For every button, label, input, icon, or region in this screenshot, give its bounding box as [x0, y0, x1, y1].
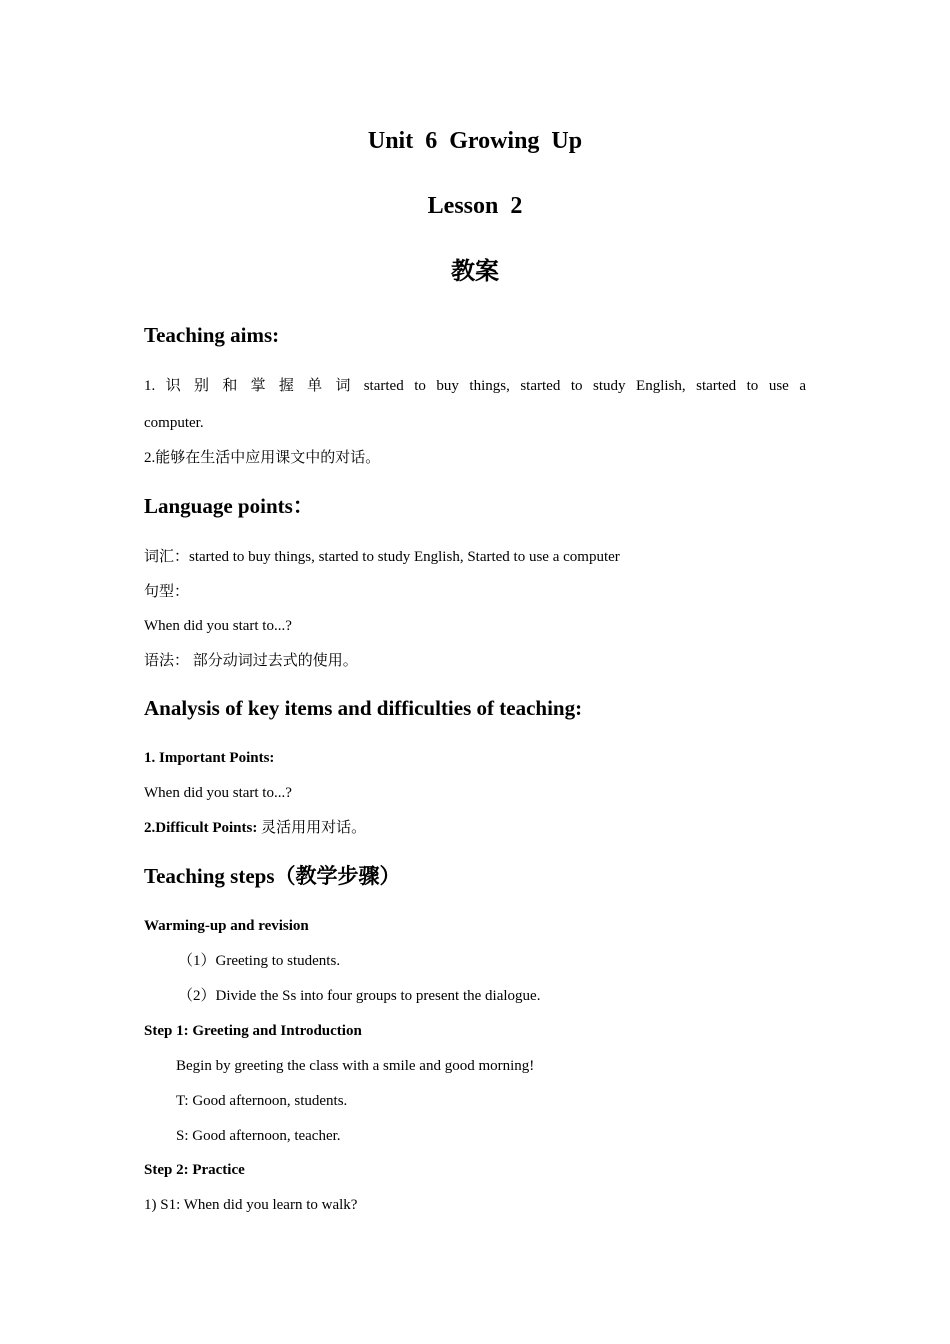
vocab-line: 词汇：started to buy things, started to study English, Started to use a computer	[144, 549, 620, 565]
step-1-line-2: T: Good afternoon, students.	[176, 1093, 348, 1109]
teaching-steps-heading: Teaching steps（教学步骤）	[144, 864, 401, 888]
grammar-line: 语法： 部分动词过去式的使用。	[144, 653, 358, 669]
difficult-points-line	[144, 818, 366, 838]
step-2-title: Step 2: Practice	[144, 1162, 245, 1178]
step-2-line-1: 1) S1: When did you learn to walk?	[144, 1197, 358, 1213]
important-points-label: 1. Important Points:	[144, 750, 275, 766]
step-1-line-1: Begin by greeting the class with a smile and good morning!	[176, 1058, 535, 1074]
step-1-title: Step 1: Greeting and Introduction	[144, 1023, 362, 1039]
aim-item-1-line-1: 1. 识 别 和 掌 握 单 词 started to buy things, started to study English, started to use a	[144, 378, 806, 394]
sentence-label: 句型：	[144, 584, 190, 600]
sentence-pattern: When did you start to...?	[144, 618, 292, 634]
warmup-title: Warming-up and revision	[144, 918, 309, 934]
warmup-item-1: （1）Greeting to students.	[178, 953, 341, 969]
analysis-heading: Analysis of key items and difficulties of teaching:	[144, 696, 583, 720]
difficult-points-text: 灵活用用对话。	[257, 820, 367, 836]
warmup-item-2: （2）Divide the Ss into four groups to present the dialogue.	[178, 988, 541, 1004]
important-points-text: When did you start to...?	[144, 785, 292, 801]
step-1-line-3: S: Good afternoon, teacher.	[176, 1128, 341, 1144]
lesson-title: Lesson 2	[427, 193, 523, 219]
difficult-points-label: 2.Difficult Points:	[144, 820, 258, 836]
language-points-heading: Language points：	[144, 494, 314, 518]
doc-type-title: 教案	[451, 259, 499, 285]
teaching-aims-heading: Teaching aims:	[144, 323, 280, 347]
aim-item-2: 2.能够在生活中应用课文中的对话。	[144, 450, 381, 466]
unit-title: Unit 6 Growing Up	[367, 128, 583, 154]
aim-item-1-line-2: computer.	[144, 415, 204, 431]
